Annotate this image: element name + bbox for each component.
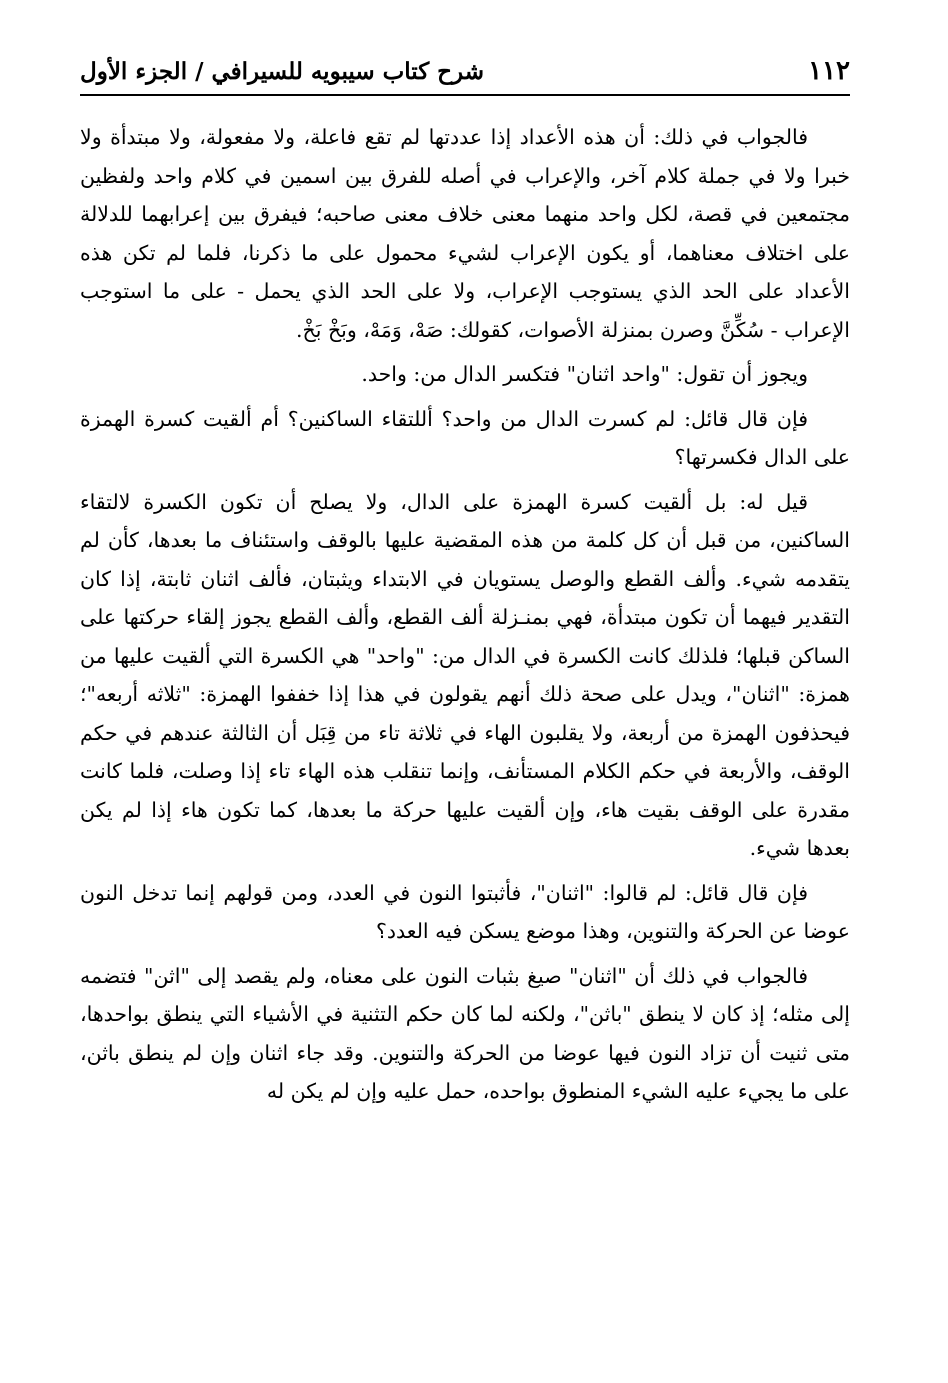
running-header [80, 0, 850, 96]
paragraph-2: ويجوز أن تقول: "واحد اثنان" فتكسر الدال من: واحد. [361, 362, 808, 386]
paragraph-6: فالجواب في ذلك أن "اثنان" صيغ بثبات النون على معناه، ولم يقصد إلى "اثن" فتضمه إلى مثله؛ إذ كان لا ينطق "باثن"، ولكنه لما كان حكم التثنية في الأشياء التي ينطق بواحدها، متى ثنيت أن تزاد النون فيها عوضا من الحركة والتنوين. وقد جاء اثنان وإن لم ينطق باثن، على ما يجيء عليه الشيء المنطوق بواحده، حمل عليه وإن لم يكن له [80, 963, 850, 1103]
page-number: ١١٢ [808, 56, 850, 86]
paragraph-1: فالجواب في ذلك: أن هذه الأعداد إذا عددتها لم تقع فاعلة، ولا مفعولة، ولا مبتدأة ولا خبرا ولا في جملة كلام آخر، والإعراب في أصله للفرق بين اسمين في كلام واحد ولفظين مجتمعين في قصة، لكل واحد منهما معنى خلاف معنى صاحبه؛ فيفرق بين إعرابهما للدلالة على اختلاف معناهما، أو يكون الإعراب لشيء محمول على ما ذكرنا، فلما لم تكن هذه الأعداد على الحد الذي يستوجب الإعراب، ولا على الحد الذي يحمل - على ما استوجب الإعراب - سُكِّنَّ وصرن بمنزلة الأصوات، كقولك: صَهْ، وَمَهْ، وبَخْ بَخْ. [80, 125, 850, 342]
paragraph-5: فإن قال قائل: لم قالوا: "اثنان"، فأثبتوا النون في العدد، ومن قولهم إنما تدخل النون عوضا عن الحركة والتنوين، وهذا موضع يسكن فيه العدد؟ [80, 880, 850, 943]
book-title: شرح كتاب سيبويه للسيرافي / الجزء الأول [80, 58, 484, 85]
paragraph-3: فإن قال قائل: لم كسرت الدال من واحد؟ أللتقاء الساكنين؟ أم ألقيت كسرة الهمزة على الدال فكسرتها؟ [80, 406, 850, 469]
body-text [80, 96, 850, 1111]
paragraph-4: قيل له: بل ألقيت كسرة الهمزة على الدال، ولا يصلح أن تكون الكسرة لالتقاء الساكنين، من قبل أن كل كلمة من هذه المقضية عليها بالوقف واستئناف ما بعدها، كأن لم يتقدمه شيء. وألف القطع والوصل يستويان في الابتداء ويثبتان، فألف اثنان ثابتة، إذا كان التقدير فيهما أن تكون مبتدأة، فهي بمنـزلة ألف القطع، وألف القطع يجوز إلقاء حركتها على الساكن قبلها؛ فلذلك كانت الكسرة في الدال من: "واحد" هي الكسرة التي ألقيت عليها من همزة: "اثنان"، ويدل على صحة ذلك أنهم يقولون في هذا إذا خففوا الهمزة: "ثلاثه أربعه"؛ فيحذفون الهمزة من أربعة، ولا يقلبون الهاء في ثلاثة تاء من قِبَل أن الثالثة عندهم في حكم الوقف، والأربعة في حكم الكلام المستأنف، وإنما تنقلب هذه الهاء تاء إذا وصلت، فلما كانت مقدرة على الوقف بقيت هاء، وإن ألقيت عليها حركة ما بعدها، كما تكون هاء إذا لم يكن بعدها شيء. [80, 489, 850, 860]
